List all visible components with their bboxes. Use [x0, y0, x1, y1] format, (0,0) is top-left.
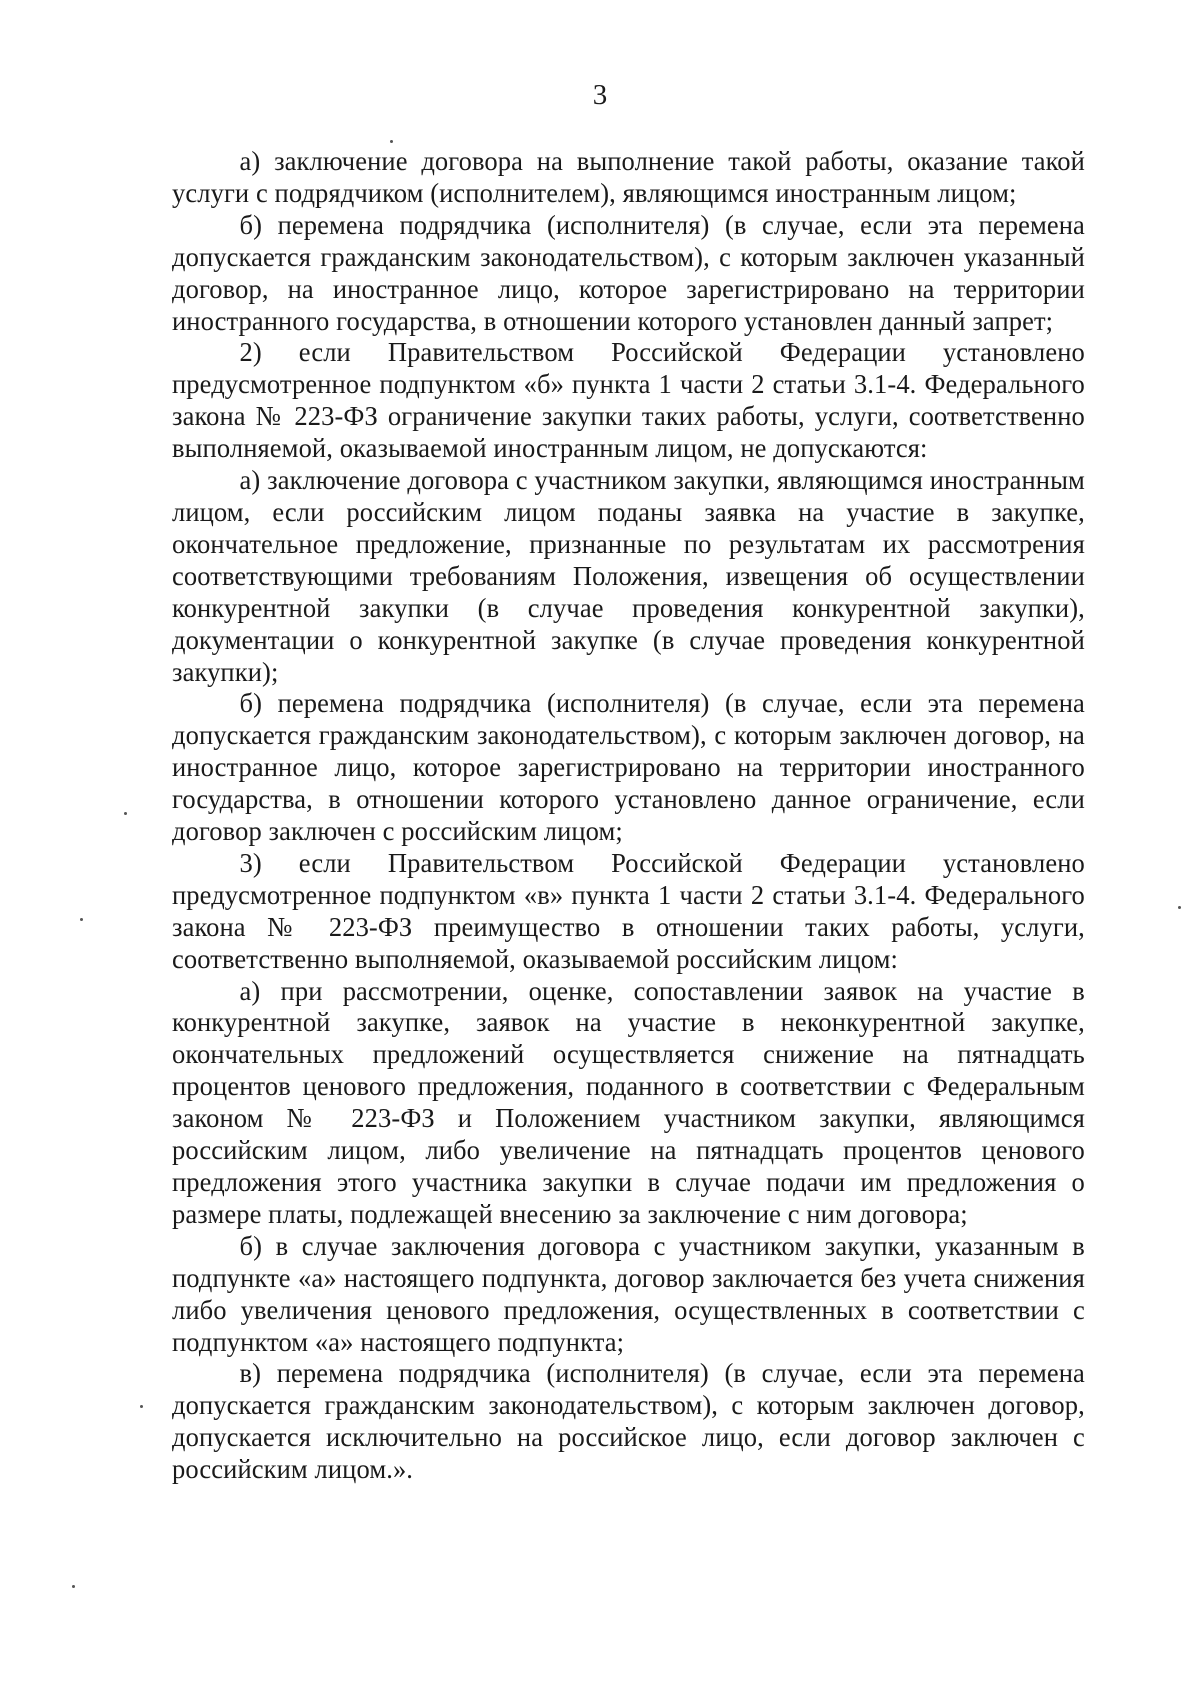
paragraph: а) заключение договора с участником закупки, являющимся иностранным лицом, если российским лицом поданы заявка на участие в закупке, окончательное предложение, признанные по результатам их рассмотрения соответствующими требованиям Положения, извещения об осуществлении конкурентной закупки (в случае проведения конкурентной закупки), документации о конкурентной закупке (в случае проведения конкурентной закупки);	[172, 464, 1085, 687]
paragraph: а) заключение договора на выполнение такой работы, оказание такой услуги с подрядчиком (исполнителем), являющимся иностранным лицом;	[172, 145, 1085, 208]
scan-speck	[1178, 906, 1181, 909]
scan-speck	[80, 918, 83, 921]
paragraph: в) перемена подрядчика (исполнителя) (в случае, если эта перемена допускается гражданским законодательством), с которым заключен договор, допускается исключительно на российское лицо, если договор заключен с российским лицом.».	[172, 1357, 1085, 1485]
scan-speck	[390, 140, 393, 143]
paragraph: 2) если Правительством Российской Федерации установлено предусмотренное подпунктом «б» пункта 1 части 2 статьи 3.1-4. Федерального закона № 223-ФЗ ограничение закупки таких работы, услуги, соответственно выполняемой, оказываемой иностранным лицом, не допускаются:	[172, 336, 1085, 464]
scan-speck	[140, 1405, 143, 1408]
paragraph: а) при рассмотрении, оценке, сопоставлении заявок на участие в конкурентной закупке, заявок на участие в неконкурентной закупке, окончательных предложений осуществляется снижение на пятнадцать процентов ценового предложения, поданного в соответствии с Федеральным законом № 223-ФЗ и Положением участником закупки, являющимся российским лицом, либо увеличение на пятнадцать процентов ценового предложения этого участника закупки в случае подачи им предложения о размере платы, подлежащей внесению за заключение с ним договора;	[172, 974, 1085, 1229]
document-body	[172, 145, 1085, 1485]
paragraph: б) перемена подрядчика (исполнителя) (в случае, если эта перемена допускается гражданским законодательством), с которым заключен указанный договор, на иностранное лицо, которое зарегистрировано на территории иностранного государства, в отношении которого установлен данный запрет;	[172, 208, 1085, 336]
scan-speck	[124, 812, 127, 815]
page-number: 3	[592, 79, 608, 111]
paragraph: б) в случае заключения договора с участником закупки, указанным в подпункте «а» настоящего подпункта, договор заключается без учета снижения либо увеличения ценового предложения, осуществленных в соответствии с подпунктом «а» настоящего подпункта;	[172, 1229, 1085, 1357]
paragraph: 3) если Правительством Российской Федерации установлено предусмотренное подпунктом «в» пункта 1 части 2 статьи 3.1-4. Федерального закона № 223-ФЗ преимущество в отношении таких работы, услуги, соответственно выполняемой, оказываемой российским лицом:	[172, 846, 1085, 974]
scan-speck	[72, 1585, 75, 1588]
paragraph: б) перемена подрядчика (исполнителя) (в случае, если эта перемена допускается гражданским законодательством), с которым заключен договор, на иностранное лицо, которое зарегистрировано на территории иностранного государства, в отношении которого установлено данное ограничение, если договор заключен с российским лицом;	[172, 687, 1085, 847]
